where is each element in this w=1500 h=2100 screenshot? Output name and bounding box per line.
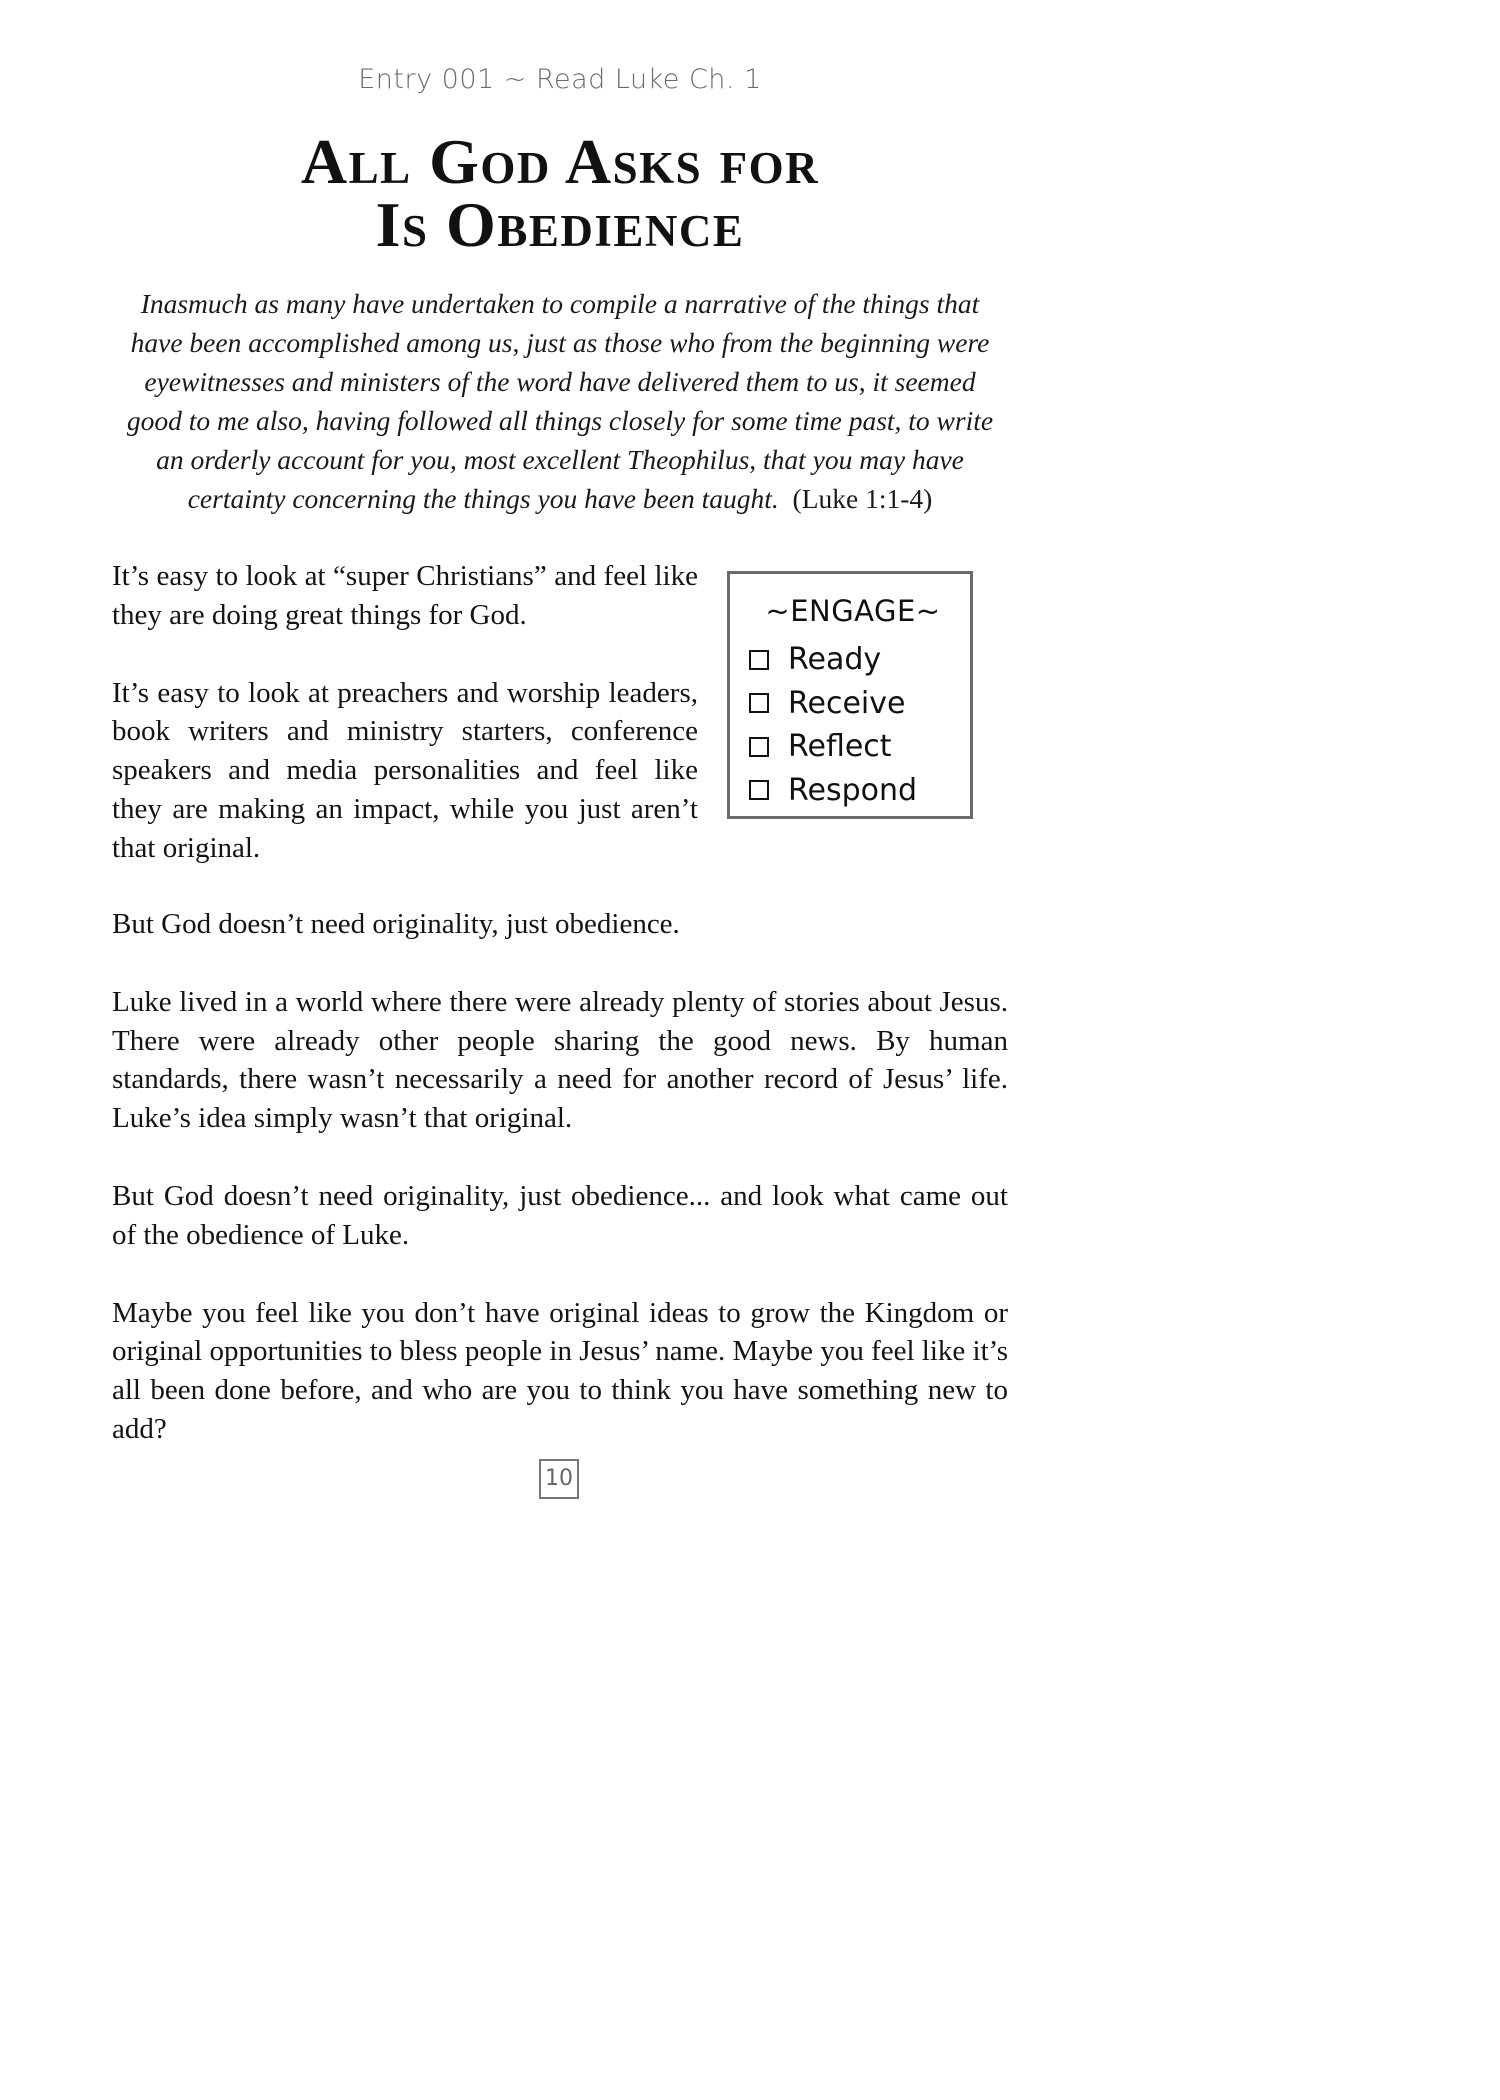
- engage-item-label: Ready: [788, 642, 882, 678]
- engage-item-receive[interactable]: [749, 682, 917, 726]
- paragraph: But God doesn’t need originality, just obedience... and look what came out of the obedience of Luke.: [112, 1179, 1008, 1251]
- page-number: 10: [539, 1459, 579, 1499]
- engage-item-label: Receive: [788, 685, 906, 721]
- engage-list: [749, 638, 917, 812]
- paragraph: Luke lived in a world where there were already plenty of stories about Jesus. There were already other people sharing the good news. By human standards, there wasn’t necessarily a need for another record of Jesus’ life. Luke’s idea simply wasn’t that original.: [112, 985, 1008, 1135]
- entry-header: Entry 001 ~ Read Luke Ch. 1: [358, 64, 762, 95]
- paragraph: It’s easy to look at preachers and worship leaders, book writers and ministry starters, conference speakers and media personalities and feel like they are making an impact, while you just aren’t that original.: [112, 676, 698, 864]
- body-text: [112, 905, 1008, 1488]
- checkbox-icon[interactable]: [749, 693, 769, 713]
- intro-column: [112, 557, 698, 907]
- engage-item-respond[interactable]: [749, 769, 917, 813]
- checkbox-icon[interactable]: [749, 737, 769, 757]
- engage-item-reflect[interactable]: [749, 725, 917, 769]
- engage-item-label: Respond: [788, 772, 918, 808]
- paragraph: But God doesn’t need originality, just obedience.: [112, 908, 680, 940]
- paragraph: Maybe you feel like you don’t have original ideas to grow the Kingdom or original opportunities to bless people in Jesus’ name. Maybe you feel like it’s all been done before, and who are you to think you have something new to add?: [112, 1296, 1008, 1445]
- page-title: [0, 126, 1120, 260]
- scripture-quote: [120, 284, 1000, 518]
- engage-item-ready[interactable]: [749, 638, 917, 682]
- scripture-text: Inasmuch as many have undertaken to compile a narrative of the things that have been accomplished among us, just as those who from the beginning were eyewitnesses and ministers of the word have delivered them to us, it seemed good to me also, having followed all things closely for some time past, to write an orderly account for you, most excellent Theophilus, that you may have certainty concerning the things you have been taught.: [126, 288, 994, 514]
- engage-checklist: [727, 571, 973, 819]
- paragraph: It’s easy to look at “super Christians” and feel like they are doing great things for God.: [112, 560, 698, 631]
- checkbox-icon[interactable]: [749, 650, 769, 670]
- checkbox-icon[interactable]: [749, 780, 769, 800]
- engage-item-label: Reflect: [788, 729, 892, 765]
- title-line-2: Is Obedience: [375, 189, 745, 260]
- scripture-reference: (Luke 1:1-4): [792, 483, 933, 514]
- title-line-1: All God Asks for: [300, 126, 820, 197]
- engage-title: ~ENGAGE~: [765, 594, 941, 628]
